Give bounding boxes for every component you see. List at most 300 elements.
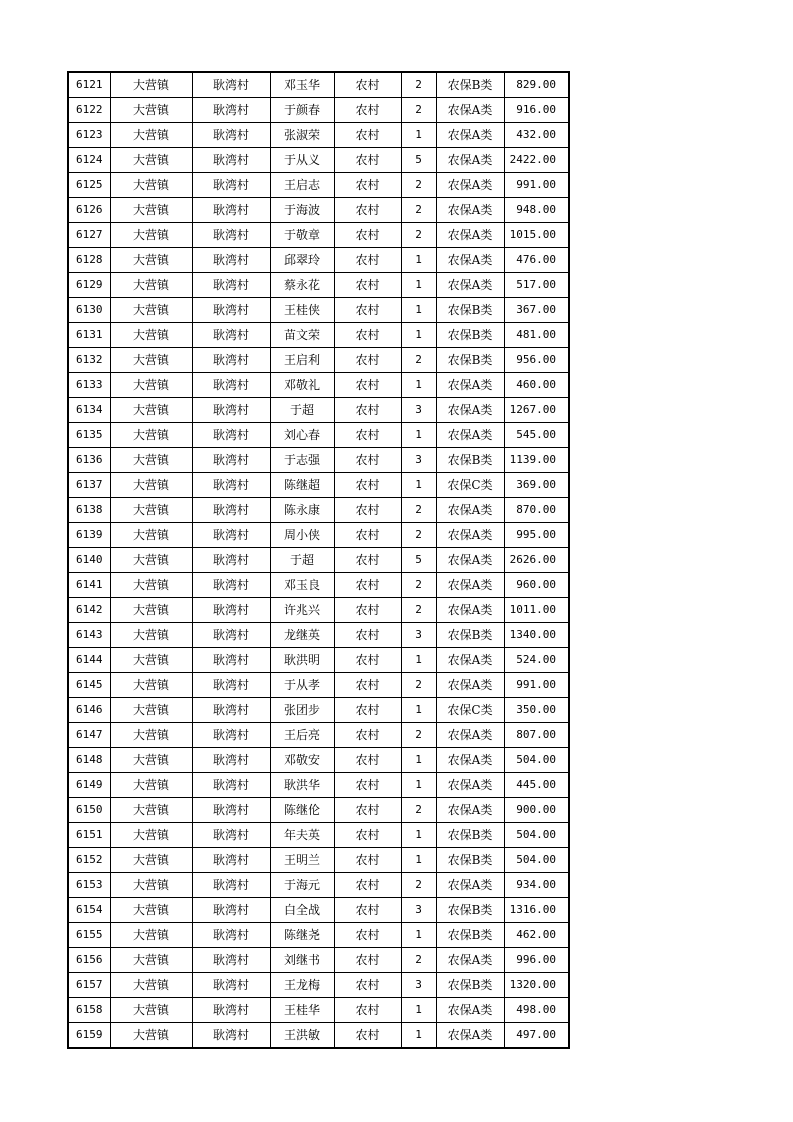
category-cell: 农保B类 xyxy=(436,898,504,923)
amount-cell: 504.00 xyxy=(504,848,569,873)
category-cell: 农保A类 xyxy=(436,248,504,273)
amount-cell: 367.00 xyxy=(504,298,569,323)
town-cell: 大营镇 xyxy=(110,898,192,923)
table-row xyxy=(68,1023,569,1049)
type-cell: 农村 xyxy=(334,973,401,998)
row-id-cell: 6131 xyxy=(68,323,110,348)
table-row xyxy=(68,398,569,423)
type-cell: 农村 xyxy=(334,798,401,823)
type-cell: 农村 xyxy=(334,998,401,1023)
count-cell: 1 xyxy=(401,248,436,273)
village-cell: 耿湾村 xyxy=(192,873,270,898)
town-cell: 大营镇 xyxy=(110,748,192,773)
table-row xyxy=(68,648,569,673)
amount-cell: 948.00 xyxy=(504,198,569,223)
town-cell: 大营镇 xyxy=(110,948,192,973)
type-cell: 农村 xyxy=(334,923,401,948)
amount-cell: 1267.00 xyxy=(504,398,569,423)
village-cell: 耿湾村 xyxy=(192,523,270,548)
table-row xyxy=(68,298,569,323)
town-cell: 大营镇 xyxy=(110,123,192,148)
amount-cell: 900.00 xyxy=(504,798,569,823)
amount-cell: 996.00 xyxy=(504,948,569,973)
row-id-cell: 6127 xyxy=(68,223,110,248)
table-row xyxy=(68,573,569,598)
row-id-cell: 6142 xyxy=(68,598,110,623)
name-cell: 陈继伦 xyxy=(270,798,334,823)
category-cell: 农保A类 xyxy=(436,998,504,1023)
category-cell: 农保A类 xyxy=(436,548,504,573)
amount-cell: 807.00 xyxy=(504,723,569,748)
amount-cell: 445.00 xyxy=(504,773,569,798)
amount-cell: 829.00 xyxy=(504,72,569,98)
count-cell: 2 xyxy=(401,348,436,373)
amount-cell: 545.00 xyxy=(504,423,569,448)
row-id-cell: 6123 xyxy=(68,123,110,148)
town-cell: 大营镇 xyxy=(110,348,192,373)
type-cell: 农村 xyxy=(334,698,401,723)
type-cell: 农村 xyxy=(334,748,401,773)
table-row xyxy=(68,873,569,898)
town-cell: 大营镇 xyxy=(110,623,192,648)
table-row xyxy=(68,748,569,773)
count-cell: 1 xyxy=(401,473,436,498)
count-cell: 2 xyxy=(401,173,436,198)
row-id-cell: 6151 xyxy=(68,823,110,848)
town-cell: 大营镇 xyxy=(110,923,192,948)
count-cell: 1 xyxy=(401,648,436,673)
table-row xyxy=(68,848,569,873)
category-cell: 农保A类 xyxy=(436,523,504,548)
row-id-cell: 6143 xyxy=(68,623,110,648)
town-cell: 大营镇 xyxy=(110,323,192,348)
count-cell: 2 xyxy=(401,72,436,98)
category-cell: 农保A类 xyxy=(436,723,504,748)
type-cell: 农村 xyxy=(334,723,401,748)
name-cell: 邓敬安 xyxy=(270,748,334,773)
category-cell: 农保A类 xyxy=(436,948,504,973)
name-cell: 蔡永花 xyxy=(270,273,334,298)
amount-cell: 497.00 xyxy=(504,1023,569,1049)
count-cell: 1 xyxy=(401,423,436,448)
type-cell: 农村 xyxy=(334,273,401,298)
amount-cell: 991.00 xyxy=(504,673,569,698)
type-cell: 农村 xyxy=(334,173,401,198)
table-row xyxy=(68,323,569,348)
table-row xyxy=(68,998,569,1023)
name-cell: 耿洪华 xyxy=(270,773,334,798)
category-cell: 农保A类 xyxy=(436,273,504,298)
name-cell: 于海波 xyxy=(270,198,334,223)
category-cell: 农保A类 xyxy=(436,648,504,673)
table-row xyxy=(68,773,569,798)
count-cell: 2 xyxy=(401,523,436,548)
amount-cell: 524.00 xyxy=(504,648,569,673)
name-cell: 王启志 xyxy=(270,173,334,198)
name-cell: 邓敬礼 xyxy=(270,373,334,398)
type-cell: 农村 xyxy=(334,948,401,973)
village-cell: 耿湾村 xyxy=(192,823,270,848)
amount-cell: 462.00 xyxy=(504,923,569,948)
village-cell: 耿湾村 xyxy=(192,548,270,573)
type-cell: 农村 xyxy=(334,573,401,598)
amount-cell: 1015.00 xyxy=(504,223,569,248)
type-cell: 农村 xyxy=(334,398,401,423)
name-cell: 周小侠 xyxy=(270,523,334,548)
village-cell: 耿湾村 xyxy=(192,273,270,298)
name-cell: 于颜春 xyxy=(270,98,334,123)
table-row xyxy=(68,523,569,548)
row-id-cell: 6154 xyxy=(68,898,110,923)
amount-cell: 350.00 xyxy=(504,698,569,723)
type-cell: 农村 xyxy=(334,873,401,898)
amount-cell: 504.00 xyxy=(504,823,569,848)
name-cell: 张团步 xyxy=(270,698,334,723)
category-cell: 农保A类 xyxy=(436,423,504,448)
type-cell: 农村 xyxy=(334,348,401,373)
count-cell: 2 xyxy=(401,948,436,973)
row-id-cell: 6122 xyxy=(68,98,110,123)
town-cell: 大营镇 xyxy=(110,548,192,573)
type-cell: 农村 xyxy=(334,523,401,548)
town-cell: 大营镇 xyxy=(110,223,192,248)
category-cell: 农保B类 xyxy=(436,72,504,98)
count-cell: 1 xyxy=(401,848,436,873)
town-cell: 大营镇 xyxy=(110,273,192,298)
amount-cell: 991.00 xyxy=(504,173,569,198)
data-table xyxy=(67,71,570,1049)
town-cell: 大营镇 xyxy=(110,98,192,123)
row-id-cell: 6156 xyxy=(68,948,110,973)
type-cell: 农村 xyxy=(334,623,401,648)
table-row xyxy=(68,448,569,473)
name-cell: 于超 xyxy=(270,398,334,423)
type-cell: 农村 xyxy=(334,248,401,273)
row-id-cell: 6141 xyxy=(68,573,110,598)
village-cell: 耿湾村 xyxy=(192,123,270,148)
row-id-cell: 6139 xyxy=(68,523,110,548)
name-cell: 王桂华 xyxy=(270,998,334,1023)
category-cell: 农保B类 xyxy=(436,923,504,948)
category-cell: 农保C类 xyxy=(436,698,504,723)
table-row xyxy=(68,898,569,923)
table-row xyxy=(68,123,569,148)
row-id-cell: 6135 xyxy=(68,423,110,448)
name-cell: 邱翠玲 xyxy=(270,248,334,273)
amount-cell: 1316.00 xyxy=(504,898,569,923)
town-cell: 大营镇 xyxy=(110,148,192,173)
town-cell: 大营镇 xyxy=(110,873,192,898)
category-cell: 农保B类 xyxy=(436,323,504,348)
name-cell: 于志强 xyxy=(270,448,334,473)
count-cell: 3 xyxy=(401,973,436,998)
name-cell: 王后亮 xyxy=(270,723,334,748)
table-row xyxy=(68,273,569,298)
category-cell: 农保A类 xyxy=(436,798,504,823)
row-id-cell: 6152 xyxy=(68,848,110,873)
village-cell: 耿湾村 xyxy=(192,198,270,223)
amount-cell: 960.00 xyxy=(504,573,569,598)
name-cell: 张淑荣 xyxy=(270,123,334,148)
category-cell: 农保B类 xyxy=(436,823,504,848)
name-cell: 白全战 xyxy=(270,898,334,923)
town-cell: 大营镇 xyxy=(110,423,192,448)
type-cell: 农村 xyxy=(334,548,401,573)
row-id-cell: 6133 xyxy=(68,373,110,398)
village-cell: 耿湾村 xyxy=(192,623,270,648)
count-cell: 2 xyxy=(401,873,436,898)
table-row xyxy=(68,548,569,573)
row-id-cell: 6137 xyxy=(68,473,110,498)
table-row xyxy=(68,473,569,498)
type-cell: 农村 xyxy=(334,72,401,98)
count-cell: 3 xyxy=(401,448,436,473)
town-cell: 大营镇 xyxy=(110,998,192,1023)
village-cell: 耿湾村 xyxy=(192,373,270,398)
town-cell: 大营镇 xyxy=(110,698,192,723)
town-cell: 大营镇 xyxy=(110,648,192,673)
name-cell: 邓玉良 xyxy=(270,573,334,598)
town-cell: 大营镇 xyxy=(110,723,192,748)
category-cell: 农保A类 xyxy=(436,373,504,398)
name-cell: 于超 xyxy=(270,548,334,573)
name-cell: 王洪敏 xyxy=(270,1023,334,1049)
amount-cell: 517.00 xyxy=(504,273,569,298)
type-cell: 农村 xyxy=(334,498,401,523)
count-cell: 2 xyxy=(401,98,436,123)
name-cell: 王明兰 xyxy=(270,848,334,873)
row-id-cell: 6146 xyxy=(68,698,110,723)
table-row xyxy=(68,423,569,448)
village-cell: 耿湾村 xyxy=(192,223,270,248)
category-cell: 农保A类 xyxy=(436,573,504,598)
amount-cell: 870.00 xyxy=(504,498,569,523)
name-cell: 于海元 xyxy=(270,873,334,898)
amount-cell: 498.00 xyxy=(504,998,569,1023)
village-cell: 耿湾村 xyxy=(192,598,270,623)
town-cell: 大营镇 xyxy=(110,573,192,598)
row-id-cell: 6144 xyxy=(68,648,110,673)
row-id-cell: 6126 xyxy=(68,198,110,223)
village-cell: 耿湾村 xyxy=(192,72,270,98)
count-cell: 5 xyxy=(401,548,436,573)
village-cell: 耿湾村 xyxy=(192,473,270,498)
table-row xyxy=(68,148,569,173)
name-cell: 陈永康 xyxy=(270,498,334,523)
village-cell: 耿湾村 xyxy=(192,998,270,1023)
name-cell: 于从义 xyxy=(270,148,334,173)
type-cell: 农村 xyxy=(334,148,401,173)
type-cell: 农村 xyxy=(334,123,401,148)
town-cell: 大营镇 xyxy=(110,1023,192,1049)
category-cell: 农保A类 xyxy=(436,398,504,423)
name-cell: 陈继超 xyxy=(270,473,334,498)
village-cell: 耿湾村 xyxy=(192,148,270,173)
town-cell: 大营镇 xyxy=(110,848,192,873)
count-cell: 1 xyxy=(401,298,436,323)
town-cell: 大营镇 xyxy=(110,598,192,623)
amount-cell: 1320.00 xyxy=(504,973,569,998)
category-cell: 农保B类 xyxy=(436,848,504,873)
name-cell: 耿洪明 xyxy=(270,648,334,673)
type-cell: 农村 xyxy=(334,298,401,323)
village-cell: 耿湾村 xyxy=(192,173,270,198)
row-id-cell: 6157 xyxy=(68,973,110,998)
amount-cell: 481.00 xyxy=(504,323,569,348)
town-cell: 大营镇 xyxy=(110,448,192,473)
type-cell: 农村 xyxy=(334,448,401,473)
type-cell: 农村 xyxy=(334,1023,401,1049)
village-cell: 耿湾村 xyxy=(192,973,270,998)
category-cell: 农保A类 xyxy=(436,198,504,223)
type-cell: 农村 xyxy=(334,898,401,923)
town-cell: 大营镇 xyxy=(110,72,192,98)
count-cell: 1 xyxy=(401,823,436,848)
row-id-cell: 6125 xyxy=(68,173,110,198)
table-row xyxy=(68,798,569,823)
town-cell: 大营镇 xyxy=(110,373,192,398)
table-row xyxy=(68,973,569,998)
count-cell: 1 xyxy=(401,323,436,348)
type-cell: 农村 xyxy=(334,198,401,223)
amount-cell: 2626.00 xyxy=(504,548,569,573)
table-row xyxy=(68,373,569,398)
row-id-cell: 6140 xyxy=(68,548,110,573)
table-row xyxy=(68,498,569,523)
row-id-cell: 6130 xyxy=(68,298,110,323)
amount-cell: 2422.00 xyxy=(504,148,569,173)
town-cell: 大营镇 xyxy=(110,498,192,523)
name-cell: 邓玉华 xyxy=(270,72,334,98)
category-cell: 农保A类 xyxy=(436,1023,504,1049)
name-cell: 王启利 xyxy=(270,348,334,373)
village-cell: 耿湾村 xyxy=(192,923,270,948)
category-cell: 农保A类 xyxy=(436,873,504,898)
village-cell: 耿湾村 xyxy=(192,898,270,923)
name-cell: 苗文荣 xyxy=(270,323,334,348)
table-row xyxy=(68,723,569,748)
name-cell: 王桂侠 xyxy=(270,298,334,323)
category-cell: 农保A类 xyxy=(436,748,504,773)
row-id-cell: 6155 xyxy=(68,923,110,948)
category-cell: 农保A类 xyxy=(436,98,504,123)
amount-cell: 916.00 xyxy=(504,98,569,123)
count-cell: 1 xyxy=(401,698,436,723)
amount-cell: 476.00 xyxy=(504,248,569,273)
name-cell: 于从孝 xyxy=(270,673,334,698)
type-cell: 农村 xyxy=(334,423,401,448)
village-cell: 耿湾村 xyxy=(192,498,270,523)
village-cell: 耿湾村 xyxy=(192,748,270,773)
amount-cell: 1139.00 xyxy=(504,448,569,473)
category-cell: 农保A类 xyxy=(436,123,504,148)
count-cell: 2 xyxy=(401,723,436,748)
row-id-cell: 6132 xyxy=(68,348,110,373)
table-row xyxy=(68,173,569,198)
amount-cell: 1340.00 xyxy=(504,623,569,648)
table-body xyxy=(68,72,569,1048)
town-cell: 大营镇 xyxy=(110,823,192,848)
table-row xyxy=(68,348,569,373)
town-cell: 大营镇 xyxy=(110,973,192,998)
count-cell: 1 xyxy=(401,123,436,148)
town-cell: 大营镇 xyxy=(110,773,192,798)
name-cell: 于敬章 xyxy=(270,223,334,248)
category-cell: 农保A类 xyxy=(436,673,504,698)
type-cell: 农村 xyxy=(334,823,401,848)
table-row xyxy=(68,823,569,848)
count-cell: 5 xyxy=(401,148,436,173)
category-cell: 农保B类 xyxy=(436,623,504,648)
row-id-cell: 6124 xyxy=(68,148,110,173)
village-cell: 耿湾村 xyxy=(192,298,270,323)
row-id-cell: 6134 xyxy=(68,398,110,423)
type-cell: 农村 xyxy=(334,223,401,248)
table-row xyxy=(68,72,569,98)
town-cell: 大营镇 xyxy=(110,523,192,548)
amount-cell: 934.00 xyxy=(504,873,569,898)
amount-cell: 956.00 xyxy=(504,348,569,373)
count-cell: 1 xyxy=(401,998,436,1023)
village-cell: 耿湾村 xyxy=(192,773,270,798)
village-cell: 耿湾村 xyxy=(192,248,270,273)
town-cell: 大营镇 xyxy=(110,198,192,223)
name-cell: 陈继尧 xyxy=(270,923,334,948)
row-id-cell: 6145 xyxy=(68,673,110,698)
table-row xyxy=(68,623,569,648)
village-cell: 耿湾村 xyxy=(192,948,270,973)
count-cell: 1 xyxy=(401,373,436,398)
village-cell: 耿湾村 xyxy=(192,698,270,723)
town-cell: 大营镇 xyxy=(110,398,192,423)
village-cell: 耿湾村 xyxy=(192,673,270,698)
amount-cell: 504.00 xyxy=(504,748,569,773)
row-id-cell: 6149 xyxy=(68,773,110,798)
category-cell: 农保B类 xyxy=(436,348,504,373)
table-row xyxy=(68,223,569,248)
name-cell: 许兆兴 xyxy=(270,598,334,623)
town-cell: 大营镇 xyxy=(110,673,192,698)
village-cell: 耿湾村 xyxy=(192,398,270,423)
count-cell: 2 xyxy=(401,598,436,623)
count-cell: 2 xyxy=(401,673,436,698)
village-cell: 耿湾村 xyxy=(192,323,270,348)
count-cell: 3 xyxy=(401,898,436,923)
row-id-cell: 6150 xyxy=(68,798,110,823)
count-cell: 1 xyxy=(401,1023,436,1049)
type-cell: 农村 xyxy=(334,848,401,873)
row-id-cell: 6147 xyxy=(68,723,110,748)
village-cell: 耿湾村 xyxy=(192,573,270,598)
table-row xyxy=(68,598,569,623)
row-id-cell: 6158 xyxy=(68,998,110,1023)
town-cell: 大营镇 xyxy=(110,798,192,823)
village-cell: 耿湾村 xyxy=(192,723,270,748)
category-cell: 农保A类 xyxy=(436,598,504,623)
village-cell: 耿湾村 xyxy=(192,1023,270,1049)
count-cell: 1 xyxy=(401,773,436,798)
village-cell: 耿湾村 xyxy=(192,648,270,673)
type-cell: 农村 xyxy=(334,323,401,348)
category-cell: 农保B类 xyxy=(436,448,504,473)
type-cell: 农村 xyxy=(334,598,401,623)
type-cell: 农村 xyxy=(334,648,401,673)
name-cell: 刘心春 xyxy=(270,423,334,448)
table-row xyxy=(68,698,569,723)
amount-cell: 432.00 xyxy=(504,123,569,148)
type-cell: 农村 xyxy=(334,773,401,798)
village-cell: 耿湾村 xyxy=(192,848,270,873)
